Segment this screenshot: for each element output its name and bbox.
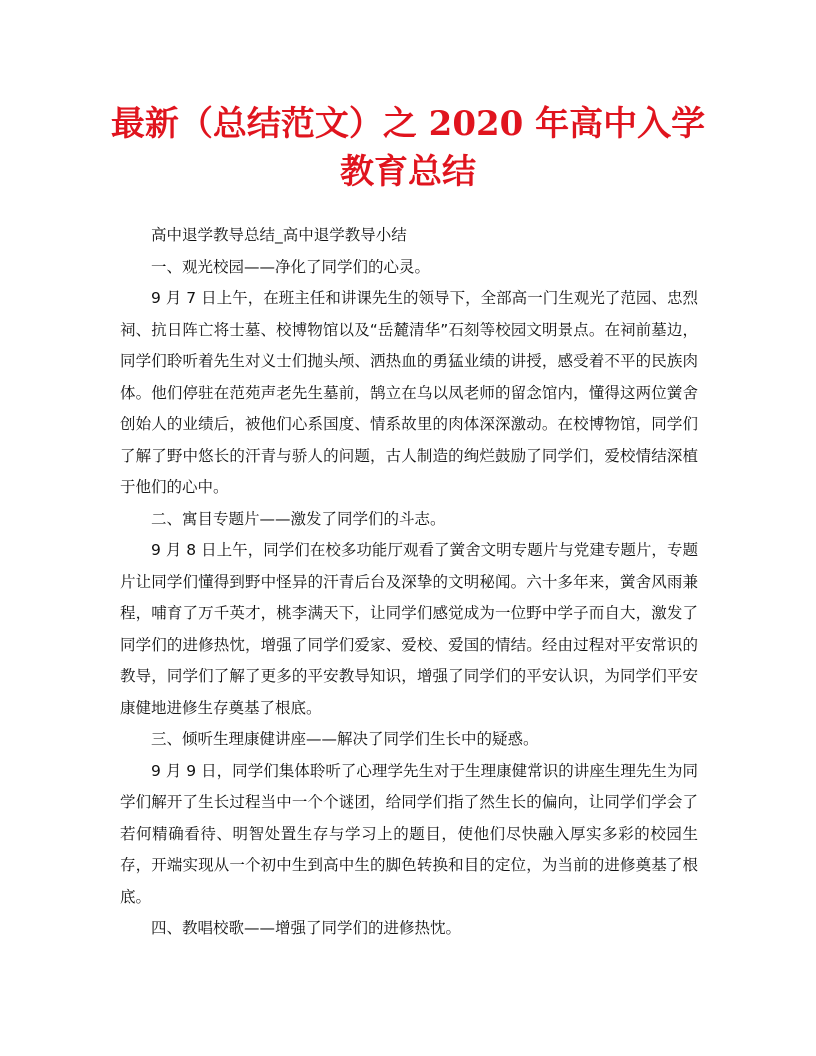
paragraph-2: 9 月 8 日上午，同学们在校多功能厅观看了黉舍文明专题片与党建专题片，专题片让同学们懂得到野中怪异的汗青后台及深挚的文明秘闻。六十多年来，黉舍风雨兼程，哺育了万千英才，桃李满天下，让同学们感觉成为一位野中学子而自大，激发了同学们的进修热忱，增强了同学们爱家、爱校、爱国的情结。经由过程对平安常识的教导，同学们了解了更多的平安教导知识，增强了同学们的平安认识，为同学们平安康健地进修生存奠基了根底。	[120, 541, 698, 717]
section-heading-1: 一、观光校园——净化了同学们的心灵。	[151, 257, 431, 276]
document-title: 最新（总结范文）之 2020 年高中入学教育总结	[110, 104, 706, 192]
document-body	[120, 220, 698, 945]
section-heading-3: 三、倾听生理康健讲座——解决了同学们生长中的疑惑。	[151, 730, 539, 748]
paragraph-1: 9 月 7 日上午，在班主任和讲课先生的领导下，全部高一门生观光了范园、忠烈祠、抗日阵亡将士墓、校博物馆以及“岳麓清华”石刻等校园文明景点。在祠前墓边，同学们聆听着先生对义士们抛头颅、洒热血的勇猛业绩的讲授，感受着不平的民族肉体。他们停驻在范苑声老先生墓前，鹄立在乌以凤老师的留念馆内，懂得这两位黉舍创始人的业绩后，被他们心系国度、情系故里的肉体深深激动。在校博物馆，同学们了解了野中悠长的汗青与骄人的问题，古人制造的绚烂鼓励了同学们，爱校情结深植于他们的心中。	[120, 289, 698, 496]
paragraph-3: 9 月 9 日，同学们集体聆听了心理学先生对于生理康健常识的讲座生理先生为同学们解开了生长过程当中一个个谜团，给同学们指了然生长的偏向，让同学们学会了若何精确看待、明智处置生存与学习上的题目，使他们尽快融入厚实多彩的校园生存，开端实现从一个初中生到高中生的脚色转换和目的定位，为当前的进修奠基了根底。	[120, 761, 698, 906]
section-heading-4: 四、教唱校歌——增强了同学们的进修热忱。	[151, 919, 462, 937]
section-heading-2: 二、寓目专题片——激发了同学们的斗志。	[151, 509, 446, 528]
document-subtitle: 高中退学教导总结_高中退学教导小结	[151, 226, 407, 244]
